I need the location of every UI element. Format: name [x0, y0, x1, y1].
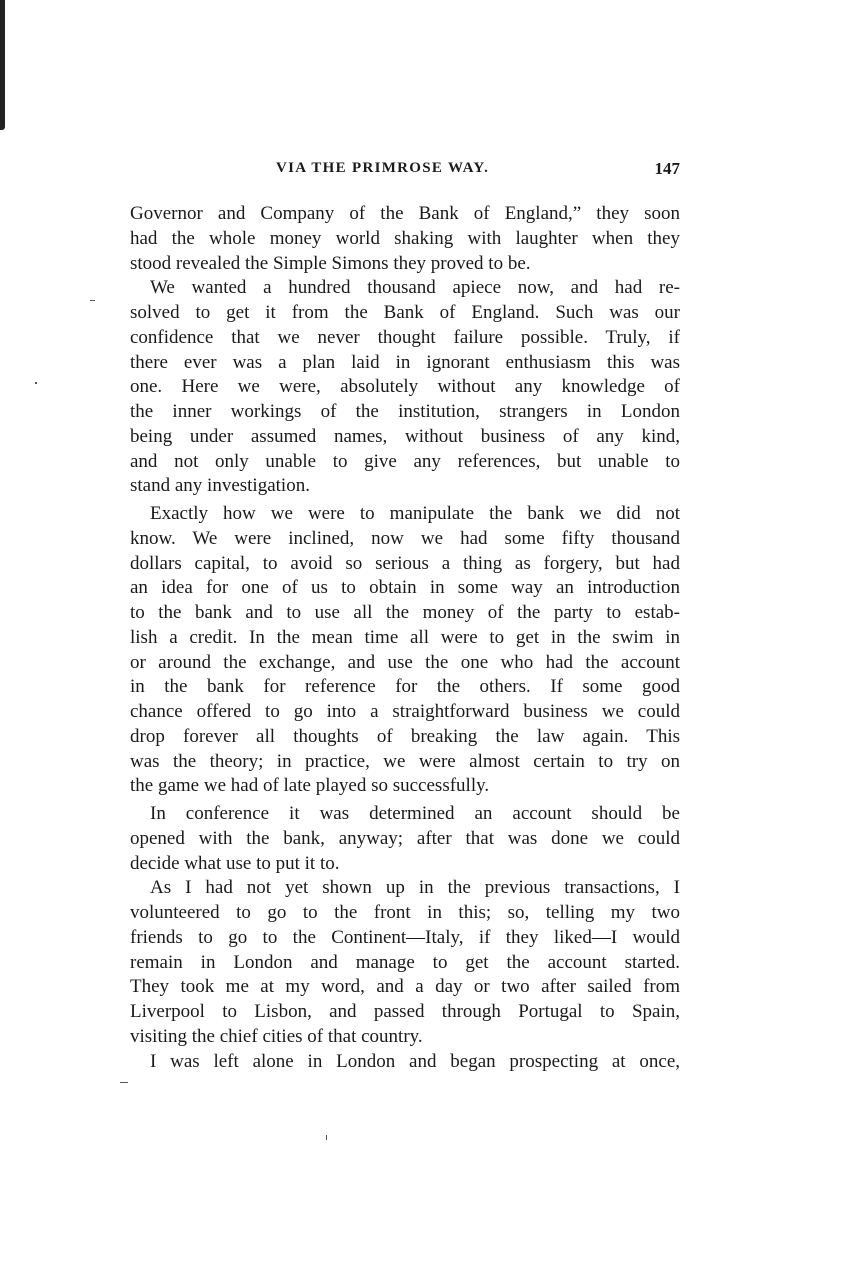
text-line: Liverpool to Lisbon, and passed through Portugal to Spain, [130, 1001, 680, 1022]
text-line: We wanted a hundred thousand apiece now, and had re- [150, 277, 680, 299]
scan-speck [326, 1135, 327, 1140]
text-line: remain in London and manage to get the account started. [130, 951, 680, 973]
text-line: to the bank and to use all the money of the party to estab- [130, 602, 680, 623]
paragraph [130, 1050, 680, 1075]
text-line: Governor and Company of the Bank of England,” they soon [130, 203, 680, 224]
text-line: or around the exchange, and use the one who had the account [130, 651, 680, 673]
text-line: confidence that we never thought failure possible. Truly, if [130, 326, 680, 348]
text-line: As I had not yet shown up in the previous transactions, I [150, 877, 680, 899]
text-line: in the bank for reference for the others. If some good [130, 676, 680, 698]
paragraph [130, 502, 680, 799]
text-line: dollars capital, to avoid so serious a thing as forgery, but had [130, 552, 680, 574]
text-line: the inner workings of the institution, strangers in London [130, 401, 680, 422]
page-header [130, 160, 680, 184]
body-text [130, 202, 680, 1074]
paragraph [130, 202, 680, 276]
text-line: decide what use to put it to. [130, 852, 340, 874]
text-line: drop forever all thoughts of breaking the law again. This [130, 725, 680, 747]
scan-speck [35, 382, 37, 384]
text-line: know. We were inclined, now we had some fifty thousand [130, 527, 680, 549]
scan-speck [120, 1082, 128, 1083]
text-line: stood revealed the Simple Simons they proved to be. [130, 252, 531, 274]
scan-edge-shadow [0, 0, 5, 130]
text-line: had the whole money world shaking with laughter when they [130, 227, 680, 249]
text-line: Exactly how we were to manipulate the bank we did not [150, 503, 680, 524]
paragraph [130, 276, 680, 499]
text-line: opened with the bank, anyway; after that was done we could [130, 827, 680, 849]
text-line: an idea for one of us to obtain in some way an introduction [130, 577, 680, 599]
text-line: friends to go to the Continent—Italy, if they liked—I would [130, 926, 680, 948]
text-line: lish a credit. In the mean time all were to get in the swim in [130, 626, 680, 648]
text-line: being under assumed names, without business of any kind, [130, 425, 680, 447]
text-line: In conference it was determined an account should be [150, 803, 680, 824]
text-line: and not only unable to give any references, but unable to [130, 450, 680, 472]
text-line: the game we had of late played so successfully. [130, 775, 490, 797]
page-number: 147 [654, 159, 680, 178]
running-title: VIA THE PRIMROSE WAY. [276, 160, 490, 176]
text-line: solved to get it from the Bank of England. Such was our [130, 302, 680, 323]
text-line: They took me at my word, and a day or two after sailed from [130, 976, 680, 998]
text-line: stand any investigation. [130, 475, 310, 497]
text-line: I was left alone in London and began prospecting at once, [150, 1050, 680, 1072]
paragraph [130, 876, 680, 1049]
text-line: was the theory; in practice, we were almost certain to try on [130, 750, 680, 772]
text-line: one. Here we were, absolutely without any knowledge of [130, 376, 680, 398]
scan-speck [90, 300, 95, 301]
text-line: volunteered to go to the front in this; so, telling my two [130, 902, 680, 923]
paragraph [130, 802, 680, 876]
text-line: chance offered to go into a straightforward business we could [130, 701, 680, 722]
text-line: there ever was a plan laid in ignorant enthusiasm this was [130, 351, 680, 373]
text-line: visiting the chief cities of that country. [130, 1025, 423, 1047]
